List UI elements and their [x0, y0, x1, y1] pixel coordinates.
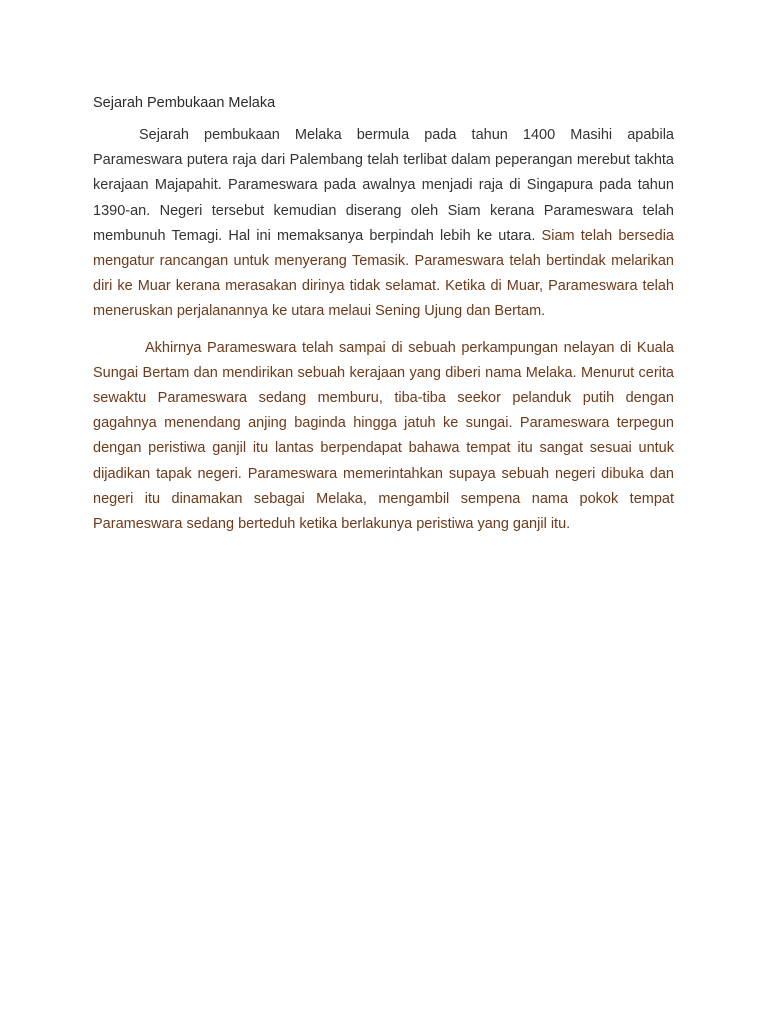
- paragraph-1-text-b: Siam telah bersedia mengatur rancangan untuk menyerang Temasik. Parameswara telah bertindak melarikan diri ke Muar kerana merasakan dirinya tidak selamat. Ketika di Muar, Parameswara telah meneruskan perjalanannya ke utara melaui Sening Ujung dan Bertam.: [93, 227, 674, 320]
- paragraph-2-text-a: Akhirnya Parameswara telah sampai di sebuah perkampungan nelayan di Kuala Sungai Bertam dan mendirikan sebuah kerajaan yang diberi nama Melaka. Menurut cerita sewaktu Parameswara sedang memburu, tiba-tiba seekor pelanduk putih dengan gagahnya menendang anjing baginda hingga jatuh ke sungai. Parameswara terpegun dengan peristiwa ganjil itu lantas berpendapat bahawa tempat itu sangat sesuai untuk dijadikan tapak negeri.: [93, 339, 674, 482]
- paragraph-1-text-a: Sejarah pembukaan Melaka bermula pada tahun 1400 Masihi apabila Parameswara putera raja dari Palembang telah terlibat dalam peperangan merebut takhta kerajaan Majapahit. Parameswara pada awalnya menjadi raja di Singapura pada tahun 1390-an. Negeri tersebut kemudian diserang oleh Siam kerana Parameswara telah membunuh Temagi. Hal ini memaksanya berpindah lebih ke utara.: [93, 127, 674, 244]
- paragraph-2: [93, 336, 674, 538]
- document-page: [93, 93, 674, 548]
- paragraph-2-text-b: Parameswara memerintahkan supaya sebuah negeri dibuka dan negeri itu dinamakan sebagai Melaka, mengambil sempena nama pokok tempat Parameswara sedang berteduh ketika berlakunya peristiwa yang ganjil itu.: [93, 465, 674, 533]
- paragraph-1: [93, 123, 674, 325]
- document-title: Sejarah Pembukaan Melaka: [93, 95, 276, 111]
